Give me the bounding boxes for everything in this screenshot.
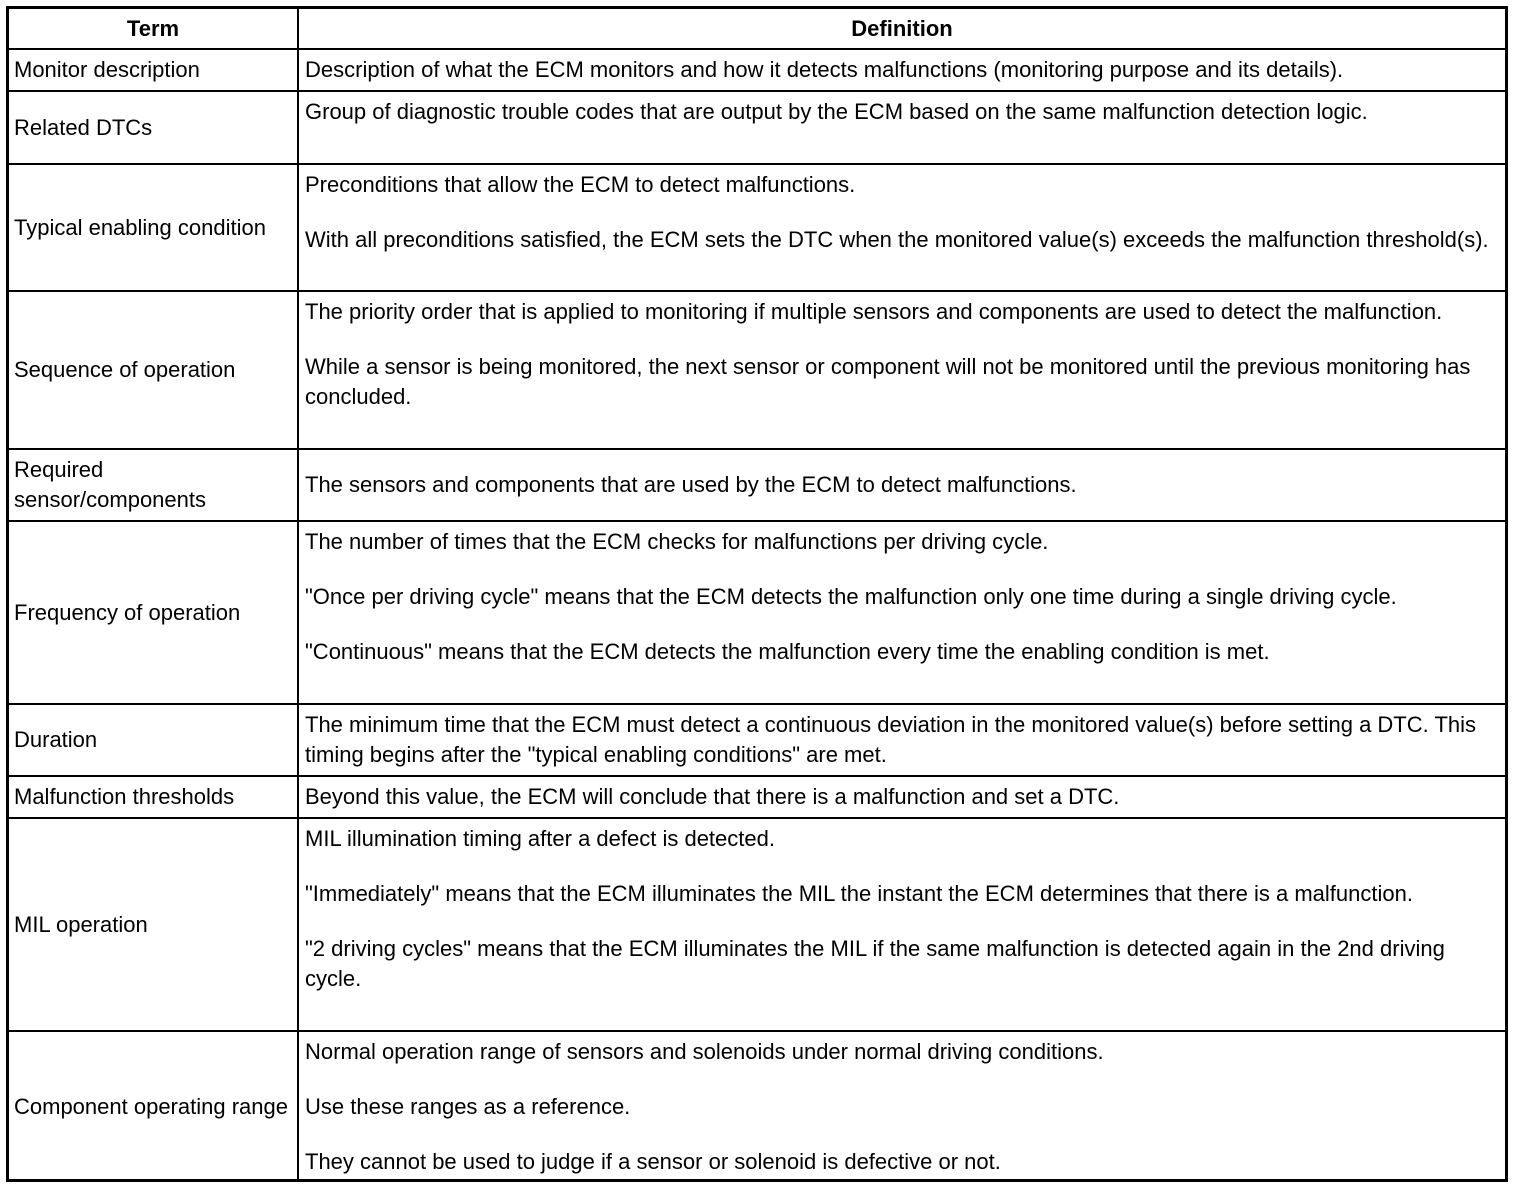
table-header-row (9, 9, 1505, 49)
term-cell: Duration (9, 704, 298, 776)
table-row (9, 704, 1505, 776)
definition-cell (298, 1031, 1505, 1182)
definition-paragraph: With all preconditions satisfied, the ECM sets the DTC when the monitored value(s) exceeds the malfunction threshold(s). (305, 227, 1489, 252)
definitions-table-container (6, 6, 1508, 1182)
definition-paragraph: "Immediately" means that the ECM illuminates the MIL the instant the ECM determines that there is a malfunction. (305, 881, 1413, 906)
definition-paragraph: Preconditions that allow the ECM to detect malfunctions. (305, 172, 856, 197)
definition-cell (298, 449, 1505, 521)
table-row (9, 49, 1505, 91)
definition-paragraph: The number of times that the ECM checks for malfunctions per driving cycle. (305, 529, 1049, 554)
term-cell: Typical enabling condition (9, 164, 298, 291)
term-cell: Related DTCs (9, 91, 298, 164)
definition-paragraph: While a sensor is being monitored, the next sensor or component will not be monitored until the previous monitoring has concluded. (305, 354, 1471, 409)
column-header-definition: Definition (298, 9, 1505, 49)
column-header-term: Term (9, 9, 298, 49)
definition-cell (298, 776, 1505, 818)
definition-paragraph: "2 driving cycles" means that the ECM illuminates the MIL if the same malfunction is detected again in the 2nd driving cycle. (305, 936, 1445, 991)
term-cell: Sequence of operation (9, 291, 298, 449)
term-cell: MIL operation (9, 818, 298, 1031)
term-cell: Malfunction thresholds (9, 776, 298, 818)
definition-cell (298, 704, 1505, 776)
definition-paragraph: Normal operation range of sensors and solenoids under normal driving conditions. (305, 1039, 1104, 1064)
definition-paragraph: The sensors and components that are used by the ECM to detect malfunctions. (305, 472, 1077, 497)
definition-paragraph: "Continuous" means that the ECM detects the malfunction every time the enabling condition is met. (305, 639, 1270, 664)
definition-cell (298, 91, 1505, 164)
term-cell: Monitor description (9, 49, 298, 91)
term-cell: Required sensor/components (9, 449, 298, 521)
definition-cell (298, 818, 1505, 1031)
definition-paragraph: They cannot be used to judge if a sensor or solenoid is defective or not. (305, 1149, 1001, 1174)
definition-paragraph: The priority order that is applied to monitoring if multiple sensors and components are used to detect the malfunction. (305, 299, 1443, 324)
definition-cell (298, 291, 1505, 449)
definition-paragraph: "Once per driving cycle" means that the ECM detects the malfunction only one time during a single driving cycle. (305, 584, 1397, 609)
table-row (9, 521, 1505, 704)
table-row (9, 1031, 1505, 1182)
definition-cell (298, 49, 1505, 91)
definition-paragraph: Beyond this value, the ECM will conclude that there is a malfunction and set a DTC. (305, 784, 1120, 809)
term-cell: Component operating range (9, 1031, 298, 1182)
definition-cell (298, 521, 1505, 704)
table-row (9, 91, 1505, 164)
term-cell: Frequency of operation (9, 521, 298, 704)
definition-paragraph: Description of what the ECM monitors and how it detects malfunctions (monitoring purpose and its details). (305, 57, 1344, 82)
table-row (9, 776, 1505, 818)
table-row (9, 818, 1505, 1031)
table-row (9, 291, 1505, 449)
definition-paragraph: Use these ranges as a reference. (305, 1094, 631, 1119)
definition-paragraph: Group of diagnostic trouble codes that are output by the ECM based on the same malfunction detection logic. (305, 99, 1368, 124)
definition-paragraph: The minimum time that the ECM must detect a continuous deviation in the monitored value(s) before setting a DTC. This timing begins after the "typical enabling conditions" are met. (305, 712, 1477, 767)
table-row (9, 449, 1505, 521)
definition-cell (298, 164, 1505, 291)
table-row (9, 164, 1505, 291)
definition-paragraph: MIL illumination timing after a defect is detected. (305, 826, 775, 851)
definitions-table (9, 9, 1505, 1182)
